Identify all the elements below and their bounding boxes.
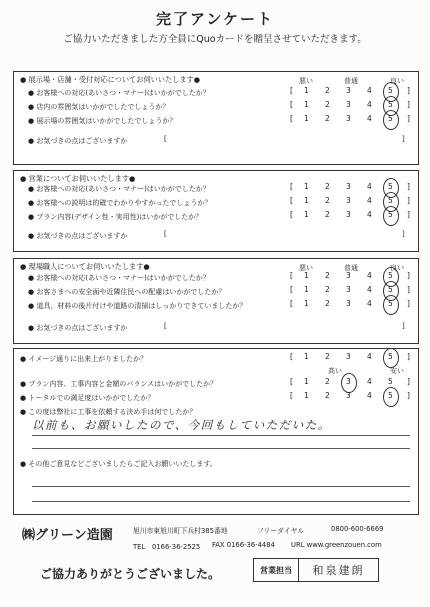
scale-option[interactable]: 1 <box>304 352 309 361</box>
scale-option[interactable]: 5 <box>388 299 393 308</box>
scale-option[interactable]: 1 <box>304 114 309 123</box>
scale-option[interactable]: 4 <box>367 285 372 294</box>
scale-option[interactable]: 3 <box>346 86 351 95</box>
scale-option[interactable]: 1 <box>304 271 309 280</box>
scale-bracket-open: [ <box>290 377 293 386</box>
scale-option[interactable]: 2 <box>325 285 330 294</box>
scale-option[interactable]: 4 <box>367 299 372 308</box>
scale-option[interactable]: 1 <box>304 391 309 400</box>
scale-option[interactable]: 3 <box>346 210 351 219</box>
label-bad: 悪い <box>299 264 313 272</box>
company-logo: ㈱グリーン造園 <box>22 528 113 543</box>
staff-label: 営業担当 <box>254 559 299 581</box>
selected-rating-circle <box>383 387 399 407</box>
scale-option[interactable]: 1 <box>304 86 309 95</box>
answer-line <box>32 448 410 449</box>
scale-option[interactable]: 5 <box>388 352 393 361</box>
question: ● お客さまへの安全面や近隣住民への配慮はいかがでしたか？ <box>28 288 226 296</box>
question: ● この度は弊社に工事を依頼する決め手は何でしたか？ <box>20 408 197 416</box>
answer-line <box>32 435 410 436</box>
scale-option[interactable]: 4 <box>367 271 372 280</box>
scale-option[interactable]: 5 <box>388 210 393 219</box>
scale-bracket-close: ] <box>407 210 410 219</box>
question: ● その他ご意見などございましたらご記入お願いいたします。 <box>20 460 217 468</box>
scale-option[interactable]: 3 <box>346 391 351 400</box>
question: ● プラン内容(デザイン性・実用性)はいかがでしたか？ <box>28 213 203 221</box>
scale-option[interactable]: 4 <box>367 196 372 205</box>
scale-bracket-open: [ <box>290 100 293 109</box>
scale-bracket-open: [ <box>290 299 293 308</box>
scale-bracket-close: ] <box>407 352 410 361</box>
scale-option[interactable]: 5 <box>388 114 393 123</box>
scale-option[interactable]: 4 <box>367 352 372 361</box>
scale-option[interactable]: 1 <box>304 299 309 308</box>
scale-option[interactable]: 5 <box>388 86 393 95</box>
section-header: ● 営業についてお伺いいたします● <box>20 174 136 183</box>
scale-bracket-close: ] <box>407 271 410 280</box>
scale-bracket-close: ] <box>407 182 410 191</box>
label-mid: 普通 <box>344 77 358 85</box>
scale-bracket-close: ] <box>407 114 410 123</box>
label-mid: 普通 <box>344 264 358 272</box>
scale-option[interactable]: 5 <box>388 182 393 191</box>
scale-option[interactable]: 4 <box>367 210 372 219</box>
question: ● 店内の雰囲気はいかがでしたでしょうか？ <box>28 103 170 111</box>
staff-name: 和泉建朗 <box>312 564 365 577</box>
scale-option[interactable]: 2 <box>325 377 330 386</box>
scale-option[interactable]: 3 <box>346 352 351 361</box>
selected-rating-circle <box>341 373 357 393</box>
comment-open: [ <box>164 322 167 330</box>
staff-box <box>253 558 379 582</box>
question: ● お客様への対応(あいさつ・マナー)はいかがでしたか？ <box>28 185 210 193</box>
scale-bracket-open: [ <box>290 182 293 191</box>
scale-option[interactable]: 3 <box>346 114 351 123</box>
scale-option[interactable]: 1 <box>304 100 309 109</box>
section-header: ● 現場職人についてお伺いいたします● <box>20 262 150 271</box>
question: ● プラン内容、工事内容と金額のバランスはいかがでしたか？ <box>20 380 218 388</box>
question: ● お客様への対応(あいさつ・マナー)はいかがでしたか？ <box>28 274 210 282</box>
scale-option[interactable]: 2 <box>325 210 330 219</box>
scale-option[interactable]: 2 <box>325 352 330 361</box>
scale-option[interactable]: 4 <box>367 86 372 95</box>
scale-option[interactable]: 4 <box>367 182 372 191</box>
scale-option[interactable]: 2 <box>325 391 330 400</box>
scale-option[interactable]: 5 <box>388 100 393 109</box>
scale-option[interactable]: 3 <box>346 182 351 191</box>
scale-bracket-open: [ <box>290 391 293 400</box>
scale-option[interactable]: 1 <box>304 196 309 205</box>
answer-line <box>32 486 410 487</box>
selected-rating-circle <box>383 295 399 315</box>
scale-option[interactable]: 5 <box>388 377 393 386</box>
section-header: ● 展示場・店舗・受付対応についてお伺いいたします● <box>20 75 200 84</box>
scale-bracket-open: [ <box>290 86 293 95</box>
company-address: 旭川市東旭川町下兵村385番地 <box>133 527 228 535</box>
selected-rating-circle <box>383 206 399 226</box>
scale-option[interactable]: 5 <box>388 285 393 294</box>
page-subtitle: ご協力いただきました方全員にQuoカードを贈呈させていただきます。 <box>63 34 367 45</box>
scale-option[interactable]: 1 <box>304 285 309 294</box>
scale-option[interactable]: 5 <box>388 271 393 280</box>
label-bad: 悪い <box>299 77 313 85</box>
section-craftsmen <box>13 258 419 344</box>
scale-bracket-open: [ <box>290 114 293 123</box>
scale-bracket-open: [ <box>290 271 293 280</box>
scale-bracket-open: [ <box>290 285 293 294</box>
label-high: 高い <box>328 367 342 375</box>
comment-close: ] <box>402 135 405 143</box>
scale-option[interactable]: 1 <box>304 182 309 191</box>
scale-option[interactable]: 4 <box>367 100 372 109</box>
scale-bracket-close: ] <box>407 100 410 109</box>
scale-bracket-open: [ <box>290 196 293 205</box>
scale-bracket-close: ] <box>407 391 410 400</box>
scale-option[interactable]: 3 <box>346 271 351 280</box>
selected-rating-circle <box>383 110 399 130</box>
question: ● トータルでの満足度はいかがでしたか？ <box>20 394 155 402</box>
comment-close: ] <box>402 322 405 330</box>
question: ● 展示場の雰囲気はいかがでしたでしょうか？ <box>28 117 177 125</box>
selected-rating-circle <box>383 348 399 368</box>
scale-bracket-close: ] <box>407 299 410 308</box>
scale-option[interactable]: 3 <box>346 377 351 386</box>
comment-prompt: ● お気づきの点はございますか <box>28 232 128 240</box>
scale-option[interactable]: 1 <box>304 210 309 219</box>
scale-bracket-open: [ <box>290 352 293 361</box>
scale-option[interactable]: 2 <box>325 114 330 123</box>
section-showroom <box>13 71 419 165</box>
section-sales <box>13 170 419 252</box>
scale-option[interactable]: 3 <box>346 100 351 109</box>
handwritten-answer: 以前も、お願いしたので、今回もしていただいた。 <box>32 418 331 432</box>
answer-line <box>32 501 410 502</box>
scale-bracket-close: ] <box>407 86 410 95</box>
scale-bracket-close: ] <box>407 196 410 205</box>
comment-open: [ <box>164 135 167 143</box>
comment-prompt: ● お気づきの点はございますか <box>28 137 128 145</box>
scale-bracket-close: ] <box>407 377 410 386</box>
scale-option[interactable]: 4 <box>367 377 372 386</box>
scale-option[interactable]: 3 <box>346 299 351 308</box>
scale-option[interactable]: 2 <box>325 86 330 95</box>
scale-option[interactable]: 2 <box>325 182 330 191</box>
scale-option[interactable]: 3 <box>346 285 351 294</box>
scale-option[interactable]: 5 <box>388 391 393 400</box>
fax-number: FAX 0166-36-4484 <box>212 541 275 549</box>
comment-prompt: ● お気づきの点はございますか <box>28 324 128 332</box>
question: ● 道具、材料の後片付けや道路の清掃はしっかりできていましたか？ <box>28 302 247 310</box>
label-good: 良い <box>390 77 404 85</box>
label-low: 安い <box>390 367 404 375</box>
comment-close: ] <box>402 230 405 238</box>
scale-option[interactable]: 2 <box>325 100 330 109</box>
label-good: 良い <box>390 264 404 272</box>
thanks-message: ご協力ありがとうございました。 <box>40 567 221 581</box>
question: ● お客様への対応(あいさつ・マナー)はいかがでしたか？ <box>28 89 210 97</box>
scale-option[interactable]: 4 <box>367 114 372 123</box>
page-title: 完了アンケート <box>155 10 275 28</box>
question: ● イメージ通りに出来上がりましたか？ <box>20 355 148 363</box>
section-overall <box>13 348 419 515</box>
scale-option[interactable]: 2 <box>325 299 330 308</box>
website-url: URL www.greenzouen.com <box>291 541 382 549</box>
freedial-number: 0800-600-6669 <box>331 525 384 533</box>
scale-option[interactable]: 1 <box>304 377 309 386</box>
scale-bracket-close: ] <box>407 285 410 294</box>
scale-option[interactable]: 3 <box>346 196 351 205</box>
scale-option[interactable]: 5 <box>388 196 393 205</box>
scale-option[interactable]: 2 <box>325 196 330 205</box>
scale-option[interactable]: 2 <box>325 271 330 280</box>
tel-number: TEL 0166-36-2525 <box>133 543 201 551</box>
freedial-label: フリーダイヤル <box>257 527 305 535</box>
comment-open: [ <box>164 230 167 238</box>
question: ● お客様への説明は的確でわかりやすかったでしょうか？ <box>28 199 212 207</box>
scale-bracket-open: [ <box>290 210 293 219</box>
scale-option[interactable]: 4 <box>367 391 372 400</box>
